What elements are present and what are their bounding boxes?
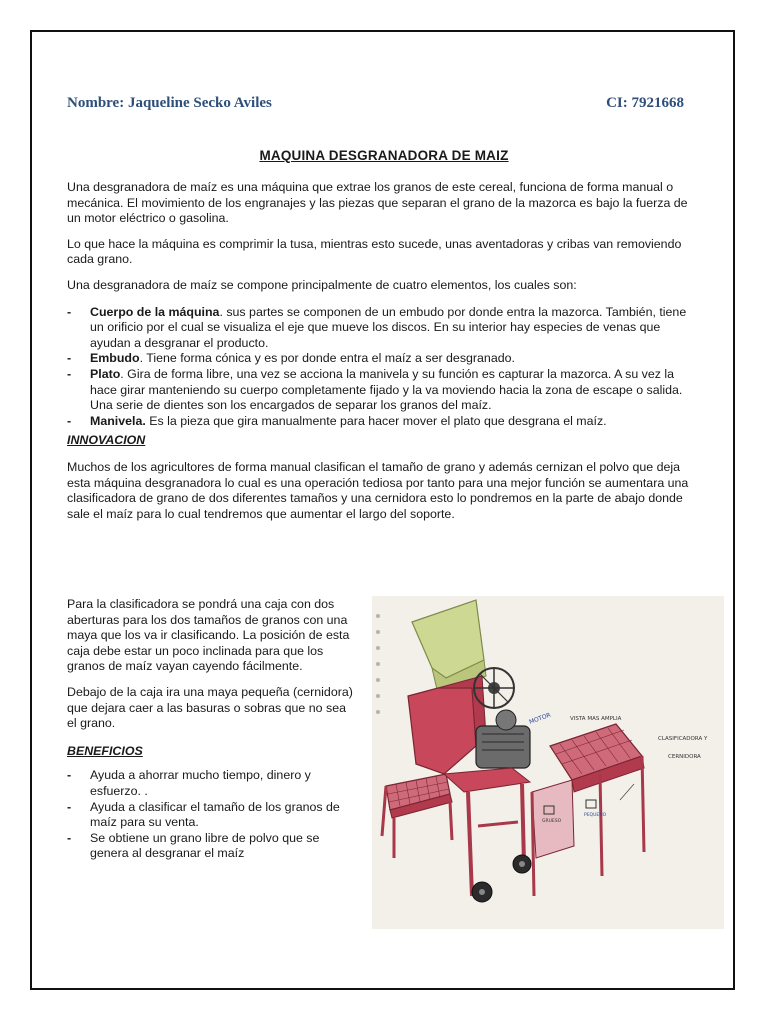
intro-paragraph-2: Lo que hace la máquina es comprimir la tusa, mientras esto sucede, unas aventadoras y cribas van removiendo cada grano. xyxy=(67,236,682,267)
intro-section xyxy=(67,180,701,522)
grain-label-a: GRUESO xyxy=(542,819,562,824)
innovacion-paragraph: Muchos de los agricultores de forma manual clasifican el tamaño de grano y además cernizan el polvo que deja esta máquina desgranadora lo cual es una operación tediosa por tanto para una mejor función se aumentara una clasificadora de grano de dos diferentes tamaños y una cernidora esto lo pondremos en la parte de abajo donde sale el maíz para lo cual tendremos que aumentar el largo del soporte. xyxy=(67,459,689,521)
machine-drawing xyxy=(372,596,724,929)
header xyxy=(67,95,684,112)
component-term: Plato xyxy=(90,366,121,381)
beneficios-heading: BENEFICIOS xyxy=(67,743,143,758)
list-item: - Ayuda a ahorrar mucho tiempo, dinero y esfuerzo. . xyxy=(67,768,357,799)
beneficios-list xyxy=(67,768,357,862)
left-tray xyxy=(382,774,452,858)
intro-paragraph-3: Una desgranadora de maíz se compone principalmente de cuatro elementos, los cuales son: xyxy=(67,277,577,292)
component-term: Manivela. xyxy=(90,413,146,428)
clasificadora-paragraph: Para la clasificadora se pondrá una caja con dos aberturas para los dos tamaños de granos con una maya que los va ir clasificando. La posición de esta caja debe estar un poco inclinada para que los granos de maíz vayan cayendo fácilmente. xyxy=(67,597,350,674)
component-text: . Tiene forma cónica y es por donde entra el maíz a ser desgranado. xyxy=(139,351,515,366)
page-title: MAQUINA DESGRANADORA DE MAIZ xyxy=(259,148,509,163)
student-name: Nombre: Jaqueline Secko Aviles xyxy=(67,95,272,111)
component-term: Cuerpo de la máquina xyxy=(90,304,220,319)
grain-label-b: PEQUEÑO xyxy=(584,813,607,818)
innovacion-heading: INNOVACION xyxy=(67,433,146,448)
machine-drawing-svg xyxy=(372,596,724,929)
component-text: . Gira de forma libre, una vez se acciona la manivela y su función es capturar la mazorca. A su vez la hace girar manteniendo su cuerpo completamente fijado y la va moviendo hacia la zona de escape o salida. Una serie de dientes son los encargados de separar los granos del maíz. xyxy=(90,366,683,413)
machine-body xyxy=(408,688,476,774)
list-item: - Ayuda a clasificar el tamaño de los granos de maíz para su venta. xyxy=(67,800,357,831)
cernidora-paragraph: Debajo de la caja ira una maya pequeña (cernidora) que dejara caer a las basuras o sobras que no sea el grano. xyxy=(67,684,353,731)
machine-stand xyxy=(444,768,531,902)
cernidora-label: CERNIDORA xyxy=(668,754,701,760)
intro-paragraph-1: Una desgranadora de maíz es una máquina que extrae los granos de este cereal, funciona de forma manual o mecánica. El movimiento de los engranajes y las piezas que separan el grano de la mazorca es bajo la fuerza de un motor eléctrico o gasolina. xyxy=(67,180,688,226)
left-column xyxy=(67,597,357,862)
right-tray xyxy=(532,724,644,896)
component-term: Embudo xyxy=(90,351,140,366)
motor-label: MOTOR xyxy=(528,711,552,726)
component-text: . sus partes se componen de un embudo por donde entra la mazorca. También, tiene un orificio por el cual se visualiza el eje que mueve los discos. En su interior hay especies de venas que ayudan a desgranar el producto. xyxy=(90,304,687,350)
vista-label: VISTA MAS AMPLIA xyxy=(570,716,622,722)
list-item xyxy=(67,414,701,430)
list-item: - Se obtiene un grano libre de polvo que se genera al desgranar el maíz xyxy=(67,831,357,862)
spiral-binding xyxy=(376,614,380,714)
list-item xyxy=(67,367,701,414)
clasificadora-label: CLASIFICADORA Y xyxy=(658,736,708,742)
list-item xyxy=(67,305,701,352)
student-ci: CI: 7921668 xyxy=(606,95,684,111)
components-list xyxy=(67,305,701,430)
component-text: Es la pieza que gira manualmente para hacer mover el plato que desgrana el maíz. xyxy=(145,413,607,428)
list-item xyxy=(67,351,701,367)
